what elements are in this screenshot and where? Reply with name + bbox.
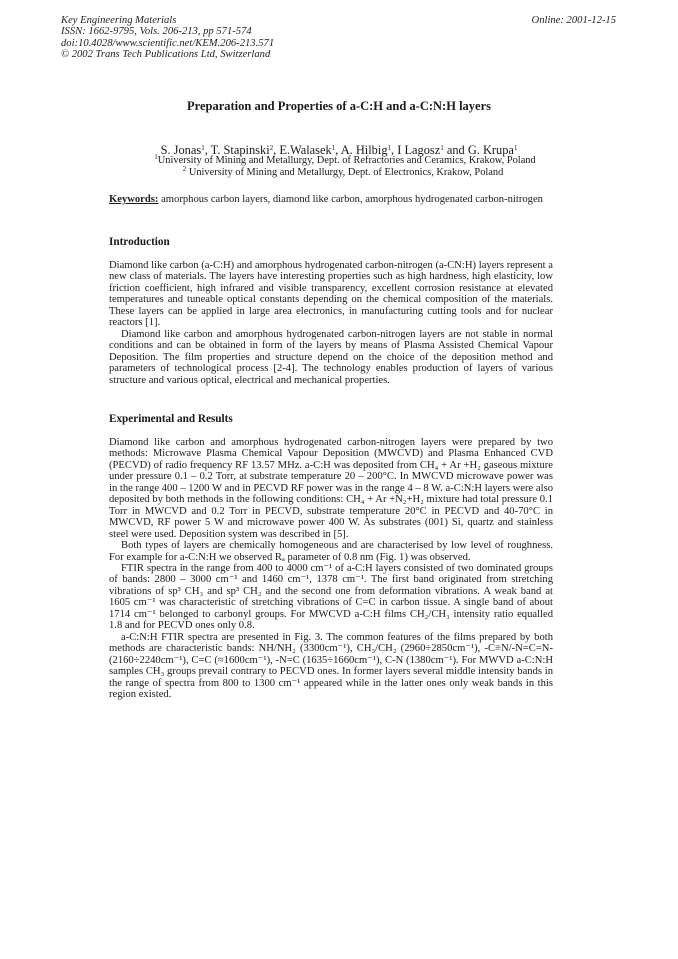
keywords-label: Keywords: <box>109 194 159 205</box>
keywords-text: amorphous carbon layers, diamond like carbon, amorphous hydrogenated carbon-nitrogen <box>161 194 543 205</box>
journal-name: Key Engineering Materials <box>61 15 177 26</box>
introduction-body <box>109 260 553 386</box>
experimental-body <box>109 437 553 700</box>
doi-line: doi:10.4028/www.scientific.net/KEM.206-213.571 <box>61 37 275 49</box>
author-list: S. Jonas$^1$, T. Stapinski$^2$, E.Walasek$^1$, A. Hilbig$^1$, I Lagosz$^1$ and G. Krupa$^1$ <box>160 143 518 157</box>
author: A. Hilbig$^1$ <box>340 143 392 157</box>
author: E.Walasek$^1$ <box>279 143 336 157</box>
keywords <box>109 194 553 205</box>
affiliation-1: $^1$University of Mining and Metallurgy, Dept. of Refractories and Ceramics, Krakow, Poland <box>154 153 536 166</box>
paragraph: Diamond like carbon and amorphous hydrogenated carbon-nitrogen layers were prepared by two methods: Microwave Plasma Chemical Vapour Deposition (MWCVD) and Plasma Enhanced CVD (PECVD) of radio frequency RF 13.57 MHz. a-C:H was deposited from CH₄ + Ar +H₂ gaseous mixture under pressure 0.1 – 0.2 Torr, at substrate temperature 20 – 200°C. In MWCVD microwave power was in the range 400 – 1200 W and in PECVD RF power was in the range 4 – 8 W. a-C:N:H layers were also deposited by both methods in the following conditions: CH₄ + Ar +N₂+H₂ mixture had total pressure 0.1 Torr in MWCVD and 0.2 Torr in PECVD, substrate temperature 20°C in PECVD and 40-70°C in MWCVD, RF power 5 W and microwave power 400 W. As substrates (001) Si, quartz and stainless steel were used. Deposition system was described in [5]. <box>109 437 553 540</box>
paragraph: Both types of layers are chemically homogeneous and are characterised by low level of roughness. For example for a-C:N:H we observed Rₐ parameter of 0.8 nm (Fig. 1) was observed. <box>109 540 553 563</box>
author: S. Jonas$^1$ <box>160 143 205 157</box>
author: I Lagosz$^1$ <box>397 143 444 157</box>
section-heading-experimental: Experimental and Results <box>109 413 233 425</box>
affiliation-2: $^2$ University of Mining and Metallurgy, Dept. of Electronics, Krakow, Poland <box>182 165 504 178</box>
author: G. Krupa$^1$ <box>467 143 518 157</box>
section-heading-introduction: Introduction <box>109 236 170 248</box>
issn-line: ISSN: 1662-9795, Vols. 206-213, pp 571-574 <box>61 26 252 38</box>
paragraph: Diamond like carbon and amorphous hydrogenated carbon-nitrogen layers are not stable in normal conditions and can be obtained in form of the layers by means of Plasma Assisted Chemical Vapour Deposition. The film properties and structure depend on the choice of the deposition method and parameters of technological process [2-4]. The technology enables production of layers of various structure and various optical, electrical and mechanical properties. <box>109 328 553 386</box>
running-header <box>61 15 274 61</box>
online-date: Online: 2001-12-15 <box>531 15 616 26</box>
paragraph: FTIR spectra in the range from 400 to 4000 cm⁻¹ of a-C:H layers consisted of two dominated groups of bands: 2800 – 3000 cm⁻¹ and 1460 cm⁻¹, 1378 cm⁻¹. The first band originated from stretching vibrations of sp³ CH₃ and sp³ CH₂ and the second one from deformation vibrations. A weak band at 1605 cm⁻¹ was characteristic of stretching vibrations of C=C in carbon tissue. A single band of about 1714 cm⁻¹ belonged to carbonyl groups. For MWCVD a-C:H films CH₂/CH₃ intensity ratio equalled 1.8 and for PECVD ones only 0.8. <box>109 562 553 632</box>
paragraph: Diamond like carbon (a-C:H) and amorphous hydrogenated carbon-nitrogen (a-CN:H) layers represent a new class of materials. The layers have interesting properties such as high hardness, high elasticity, low friction coefficient, high infrared and visible transparency, excellent corrosion resistance at elevated temperatures and tuneable optical constants depending on the chemical composition of the materials. These layers can be applied in large area electronics, in manufacturing cutting tools and for nuclear reactors [1]. <box>109 260 553 329</box>
copyright-line: © 2002 Trans Tech Publications Ltd, Switzerland <box>61 49 271 61</box>
author: T. Stapinski$^2$ <box>210 143 274 157</box>
paragraph: a-C:N:H FTIR spectra are presented in Fig. 3. The common features of the films prepared by both methods are characteristic bands: NH/NH₂ (3300cm⁻¹), CH₃/CH₂ (2960÷2850cm⁻¹), -C≡N/-N=C=N- (2160÷2240cm⁻¹), C=C (≈1600cm⁻¹), -N=C (1635÷1660cm⁻¹), C-N (1380cm⁻¹). For MWVD a-C:N:H samples CH₃ groups prevail contrary to PECVD ones. In former layers several middle intensity bands in the range of spectra from 800 to 1300 cm⁻¹ appeared while in the latter ones only weak bands in this region existed. <box>109 631 553 700</box>
paper-title: Preparation and Properties of a-C:H and a-C:N:H layers <box>186 99 492 113</box>
